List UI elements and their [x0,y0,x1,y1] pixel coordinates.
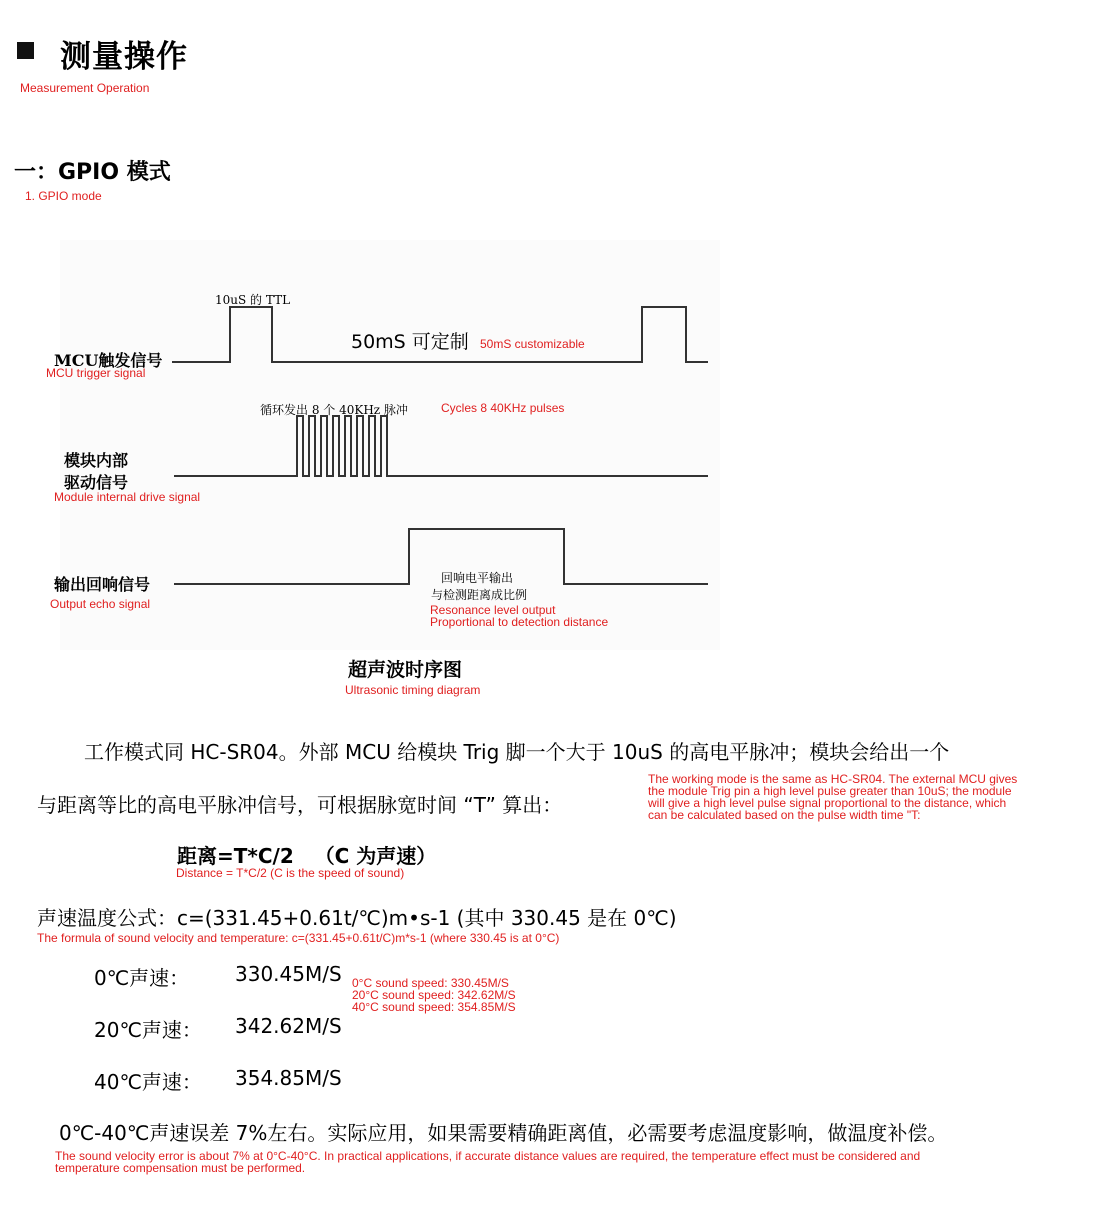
module-signal-label-1: 模块内部 [64,451,129,470]
echo-signal-label: 输出回响信号 [54,575,151,594]
page-title-en: Measurement Operation [20,81,150,95]
echo-signal-label-en: Output echo signal [50,597,151,611]
compensation-note: 0℃-40℃声速误差 7%左右。实际应用，如果需要精确距离值，必需要考虑温度影响，做温度补偿。 [59,1121,948,1145]
diagram-caption: 超声波时序图 [348,659,463,681]
echo-note-2: 与检测距离成比例 [431,588,528,602]
paragraph-en-3: will give a high level pulse signal proportional to the distance, which [648,796,1007,810]
compensation-note-en [55,1150,920,1174]
velocity-formula-en: The formula of sound velocity and temperature: c=(331.45+0.61t/C)m*s-1 (where 330.45 is at 0°C) [37,931,560,945]
speed-label-0: 0℃声速： [94,966,190,990]
period-label: 50mS 可定制 [351,331,469,353]
pulse-label: 循环发出 8 个 40KHz 脉冲 [260,403,408,417]
compensation-note-en-2: temperature compensation must be performed. [55,1161,306,1175]
section-title-en: 1. GPIO mode [25,189,102,203]
diagram-caption-en: Ultrasonic timing diagram [345,683,481,697]
compensation-note-en-1: The sound velocity error is about 7% at 0°C-40°C. In practical applications, if accurate distance values are required, the temperature effect must be considered and [55,1149,921,1163]
ttl-label: 10uS 的 TTL [215,293,291,307]
paragraph-en-1: The working mode is the same as HC-SR04. The external MCU gives [648,772,1018,786]
mcu-signal-label-en: MCU trigger signal [46,366,146,380]
speed-label-20: 20℃声速： [94,1018,202,1042]
page-title: 测量操作 [60,39,188,75]
diagram-background [60,240,720,650]
section-title: 一：GPIO 模式 [14,160,171,185]
speed-en-40: 40°C sound speed: 354.85M/S [352,1000,516,1014]
echo-note-en-2: Proportional to detection distance [430,615,609,629]
velocity-formula: 声速温度公式：c=(331.45+0.61t/℃)m•s-1 (其中 330.45 是在 0℃) [37,906,677,930]
speed-en-20: 20°C sound speed: 342.62M/S [352,988,516,1002]
speed-value-40: 354.85M/S [235,1066,342,1090]
paragraph-en [648,773,1017,821]
speed-value-0: 330.45M/S [235,962,342,986]
mcu-signal-label: MCU触发信号 [54,351,163,370]
period-label-en: 50mS customizable [480,337,585,351]
echo-note-1: 回响电平输出 [441,571,514,585]
speed-value-20: 342.62M/S [235,1014,342,1038]
module-signal-label-2: 驱动信号 [64,473,129,492]
paragraph-en-4: can be calculated based on the pulse width time "T: [648,808,921,822]
module-signal-label-en: Module internal drive signal [54,490,201,504]
paragraph-line-1: 工作模式同 HC-SR04。外部 MCU 给模块 Trig 脚一个大于 10uS 的高电平脉冲；模块会给出一个 [84,740,950,764]
speed-label-40: 40℃声速： [94,1070,202,1094]
distance-formula-en: Distance = T*C/2 (C is the speed of sound) [176,866,405,880]
distance-formula: 距离=T*C/2 （C 为声速） [177,844,437,868]
paragraph-line-2: 与距离等比的高电平脉冲信号，可根据脉宽时间 “T” 算出： [37,793,563,817]
speed-en-0: 0°C sound speed: 330.45M/S [352,976,509,990]
speeds-en [352,977,516,1013]
paragraph-en-2: the module Trig pin a high level pulse greater than 10uS; the module [648,784,1012,798]
pulse-label-en: Cycles 8 40KHz pulses [441,401,565,415]
echo-note-en-1: Resonance level output [430,603,556,617]
